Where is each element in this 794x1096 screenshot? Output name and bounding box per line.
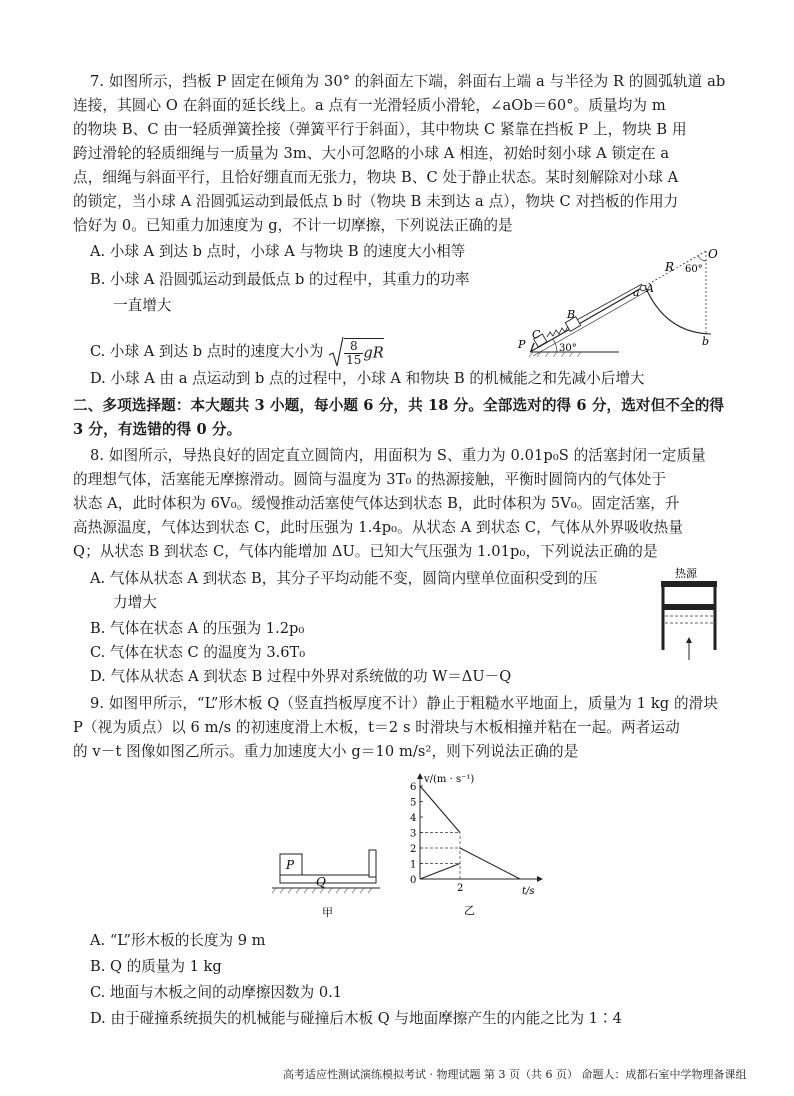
label-r: R (665, 260, 675, 274)
figure-yi-caption: 乙 (464, 904, 475, 917)
q9-vt-chart (408, 770, 548, 920)
q9-figure-jia (266, 842, 386, 922)
q8-line-2: 的理想气体，活塞能无摩擦滑动。圆筒与温度为 3T₀ 的热源接触，平衡时圆筒内的气体处于 (73, 471, 667, 488)
q8-option-d: D. 气体从状态 A 到状态 B 过程中外界对系统做的功 W＝ΔU－Q (90, 668, 512, 685)
label-block-p: P (286, 858, 295, 872)
q7-option-c-text: C. 小球 A 到达 b 点时的速度大小为 (90, 343, 324, 360)
label-p: P (518, 338, 526, 351)
q7-line-4: 跨过滑轮的轻质细绳与一质量为 3m、大小可忽略的小球 A 相连，初始时刻小球 A 锁定在 a (73, 145, 670, 162)
q7-option-b: B. 小球 A 沿圆弧运动到最低点 b 的过程中，其重力的功率 (90, 271, 470, 288)
label-board-q: Q (316, 875, 326, 889)
series-line-3 (460, 848, 520, 879)
q7-option-a: A. 小球 A 到达 b 点时，小球 A 与物块 B 的速度大小相等 (90, 243, 466, 260)
figure-jia-caption: 甲 (322, 906, 333, 919)
label-o: O (708, 248, 718, 261)
label-a-upper: A (646, 282, 654, 295)
y-tick-label-1: 1 (410, 859, 417, 871)
q7-line-5: 点，细绳与斜面平行，且恰好绷直而无张力，物块 B、C 处于静止状态。某时刻解除对小球 A (73, 169, 679, 186)
sqrt-expression (328, 335, 384, 369)
q9-option-c: C. 地面与木板之间的动摩擦因数为 0.1 (90, 984, 343, 1001)
page-footer: 高考适应性测试演练模拟考试 · 物理试题 第 3 页（共 6 页） 命题人：成都石室中学物理备课组 (283, 1068, 747, 1081)
y-tick-label-0: 0 (410, 875, 417, 886)
x-tick-label-2: 2 (457, 883, 464, 894)
q8-option-a: A. 气体从状态 A 到状态 B，其分子平均动能不变，圆筒内壁单位面积受到的压 (90, 570, 598, 587)
heat-source-label: 热源 (675, 567, 697, 580)
label-30deg: 30° (559, 343, 577, 354)
label-block-b: B (567, 308, 576, 321)
series-line-1 (420, 786, 460, 833)
y-tick-label-2: 2 (410, 844, 417, 855)
q7-option-d: D. 小球 A 由 a 点运动到 b 点的过程中，小球 A 和物块 B 的机械能之和先减小后增大 (90, 370, 645, 387)
q8-option-c: C. 气体在状态 C 的温度为 3.6T₀ (90, 644, 306, 661)
label-60deg: 60° (685, 264, 703, 275)
y-axis-label: v/(m · s⁻¹) (424, 774, 475, 785)
q8-line-1: 8. 如图所示，导热良好的固定直立圆筒内，用面积为 S、重力为 0.01p₀S 的活塞封闭一定质量 (90, 447, 706, 464)
fraction-8-15 (344, 340, 363, 367)
q9-option-d: D. 由于碰撞系统损失的机械能与碰撞后木板 Q 与地面摩擦产生的内能之比为 1∶4 (90, 1010, 622, 1027)
q9-option-b: B. Q 的质量为 1 kg (90, 958, 222, 975)
q8-line-5: Q；从状态 B 到状态 C，气体内能增加 ΔU。已知大气压强为 1.01p₀，下列说法正确的是 (73, 543, 658, 560)
fraction-numerator: 8 (344, 340, 363, 354)
q7-line-7: 恰好为 0。已知重力加速度为 g，不计一切摩擦，下列说法正确的是 (73, 217, 513, 234)
q7-figure (515, 248, 725, 368)
label-block-c: C (532, 328, 541, 341)
sqrt-sign (328, 335, 344, 369)
y-tick-label-5: 5 (410, 797, 417, 809)
q8-option-b: B. 气体在状态 A 的压强为 1.2p₀ (90, 620, 305, 637)
q8-option-a-cont: 力增大 (113, 594, 157, 611)
section-2-heading-cont: 3 分，有选错的得 0 分。 (73, 421, 242, 438)
section-2-heading: 二、多项选择题：本大题共 3 小题，每小题 6 分，共 18 分。全部选对的得 6 分，选对但不全的得 (73, 397, 725, 414)
label-b-point: b (702, 335, 710, 348)
q7-option-b-cont: 一直增大 (113, 297, 172, 314)
q7-option-c-gr: gR (363, 344, 384, 361)
q9-option-a: A. “L”形木板的长度为 9 m (90, 932, 266, 949)
q8-figure (655, 566, 725, 666)
q7-option-c (90, 335, 384, 369)
fraction-denominator: 15 (346, 352, 362, 367)
q7-line-6: 的锁定，当小球 A 沿圆弧运动到最低点 b 时（物块 B 未到达 a 点），物块 C 对挡板的作用力 (73, 193, 679, 210)
series-line-2 (420, 864, 460, 880)
y-tick-label-3: 3 (410, 828, 417, 840)
q7-line-2: 连接，其圆心 O 在斜面的延长线上。a 点有一光滑轻质小滑轮，∠aOb＝60°。质量均为 m (73, 97, 666, 114)
q8-line-3: 状态 A，此时体积为 6V₀。缓慢推动活塞使气体达到状态 B，此时体积为 5V₀。固定活塞，升 (73, 495, 680, 512)
q9-line-1: 9. 如图甲所示，“L”形木板 Q（竖直挡板厚度不计）静止于粗糙水平地面上，质量为 1 kg 的滑块 (90, 695, 719, 712)
q8-line-4: 高热源温度，气体达到状态 C，此时压强为 1.4p₀。从状态 A 到状态 C，气体从外界吸收热量 (73, 519, 684, 536)
y-tick-label-6: 6 (410, 782, 417, 793)
q9-line-2: P（视为质点）以 6 m/s 的初速度滑上木板，t＝2 s 时滑块与木板相撞并粘在一起。两者运动 (73, 719, 680, 736)
label-a-lower: a (633, 286, 640, 299)
q7-line-3: 的物块 B、C 由一轻质弹簧拴接（弹簧平行于斜面），其中物块 C 紧靠在挡板 P 上，物块 B 用 (73, 121, 687, 138)
y-tick-label-4: 4 (410, 813, 417, 824)
q9-line-3: 的 v－t 图像如图乙所示。重力加速度大小 g＝10 m/s²，则下列说法正确的是 (73, 743, 579, 760)
q7-line-1: 7. 如图所示，挡板 P 固定在倾角为 30° 的斜面左下端，斜面右上端 a 与半径为 R 的圆弧轨道 ab (90, 73, 726, 90)
x-axis-label: t/s (522, 886, 535, 897)
